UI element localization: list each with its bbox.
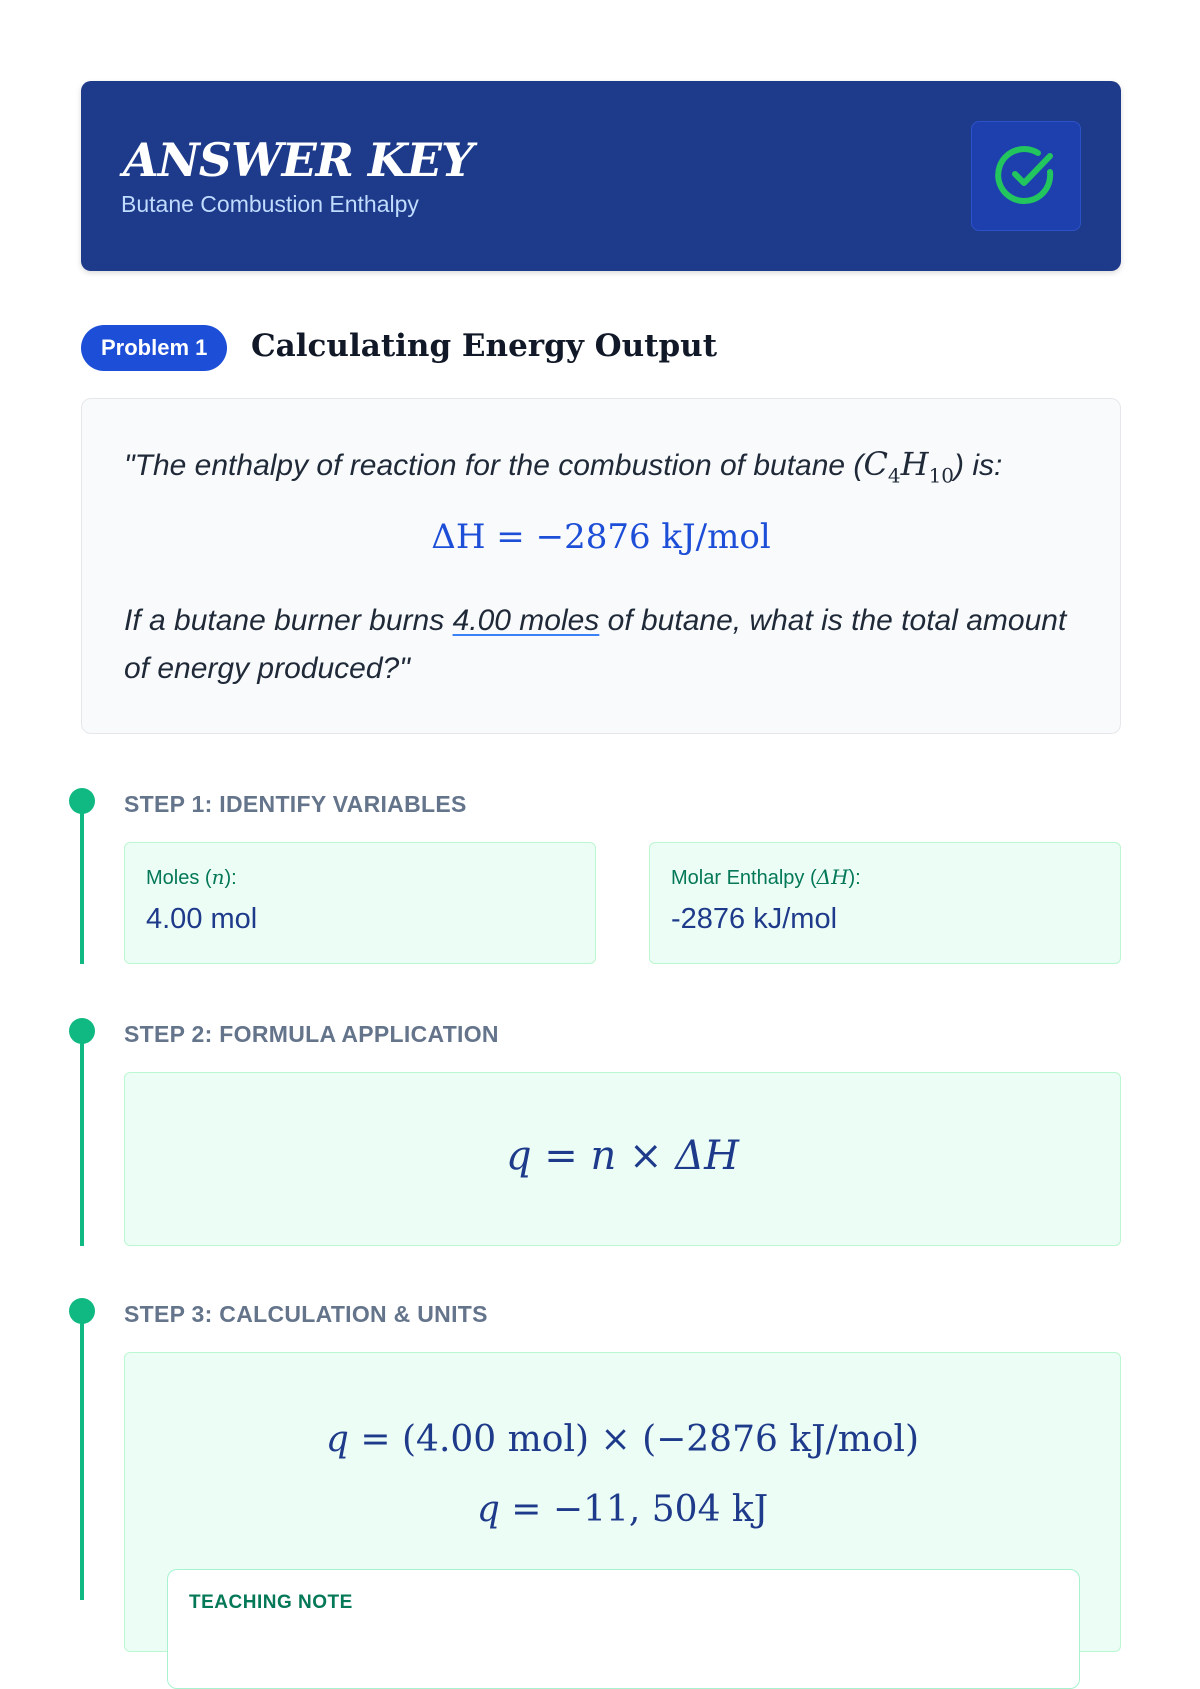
statement-prefix: "The enthalpy of reaction for the combustion of butane (: [124, 449, 864, 482]
page-subtitle: Butane Combustion Enthalpy: [121, 191, 419, 217]
page-title: ANSWER KEY: [123, 133, 473, 187]
question-suffix: of butane, what is the total amount of energy produced?": [124, 604, 1067, 685]
formula-carbon-count: 4: [887, 463, 901, 488]
teaching-note-label: TEACHING NOTE: [189, 1592, 353, 1613]
question-highlight: 4.00 moles: [452, 604, 600, 637]
variable-label: [146, 865, 237, 890]
calculation-line-1: [125, 1419, 1120, 1460]
formula: q = n × ΔH: [505, 1133, 740, 1179]
variable-symbol: ΔH: [816, 865, 849, 889]
variable-value: 4.00 mol: [146, 903, 258, 935]
statement-suffix: ) is:: [954, 449, 1003, 482]
formula-hydrogen: H: [900, 445, 929, 483]
formula-hydrogen-count: 10: [928, 463, 955, 488]
formula-card: [124, 1072, 1121, 1246]
problem-badge: Problem 1: [81, 325, 227, 371]
butane-formula: [863, 445, 955, 488]
calc-result: = −11, 504 kJ: [499, 1489, 769, 1530]
variable-label: [671, 865, 861, 890]
step-1-label: STEP 1: IDENTIFY VARIABLES: [124, 791, 467, 817]
teaching-note: [167, 1569, 1080, 1689]
step-1-line: [80, 800, 84, 964]
variable-value: -2876 kJ/mol: [671, 903, 838, 935]
calculation-card: [124, 1352, 1121, 1652]
problem-question: [124, 597, 1084, 693]
answer-key-header: [81, 81, 1121, 271]
step-2-label: STEP 2: FORMULA APPLICATION: [124, 1021, 499, 1047]
enthalpy-equation: ΔH = −2876 kJ/mol: [431, 517, 771, 557]
variable-label-suffix: ):: [224, 867, 237, 889]
statement-line: [124, 445, 1002, 487]
calc-variable: q: [325, 1419, 349, 1460]
check-circle-icon: [994, 144, 1058, 208]
calc-expression: = (4.00 mol) × (−2876 kJ/mol): [348, 1419, 920, 1460]
variable-symbol: n: [211, 865, 225, 889]
formula-carbon: C: [863, 445, 888, 483]
question-prefix: If a butane burner burns: [124, 604, 453, 637]
variable-label-suffix: ):: [848, 867, 861, 889]
check-badge: [971, 121, 1081, 231]
variable-card-enthalpy: [649, 842, 1121, 964]
calculation-line-2: [125, 1489, 1120, 1530]
step-3-line: [80, 1310, 84, 1600]
step-2-line: [80, 1030, 84, 1246]
step-3-label: STEP 3: CALCULATION & UNITS: [124, 1301, 488, 1327]
variable-label-prefix: Molar Enthalpy (: [671, 867, 817, 889]
calc-variable: q: [476, 1489, 500, 1530]
variable-label-prefix: Moles (: [146, 867, 212, 889]
problem-statement-card: [81, 398, 1121, 734]
variable-card-moles: [124, 842, 596, 964]
problem-title: Calculating Energy Output: [251, 328, 718, 364]
